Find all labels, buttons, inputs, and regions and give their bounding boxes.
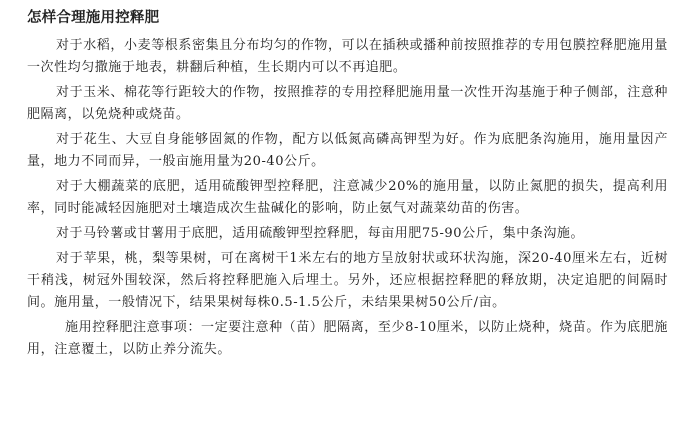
paragraph-fruit-trees: 对于苹果，桃，梨等果树，可在离树干1米左右的地方呈放射状或环状沟施，深20-40厘米左右，近树干稍浅，树冠外围较深，然后将控释肥施入后埋土。另外，还应根据控释肥的释放期，决定追肥的间隔时间。施用量，一般情况下，结果果树每株0.5-1.5公斤，未结果果树50公斤/亩。: [27, 251, 668, 310]
article-title: 怎样合理施用控释肥: [27, 10, 160, 26]
paragraph-rice-wheat: 对于水稻，小麦等根系密集且分布均匀的作物，可以在插秧或播种前按照推荐的专用包膜控释肥施用量一次性均匀撒施于地表，耕翻后种植，生长期内可以不再追肥。: [27, 38, 668, 75]
paragraph-greenhouse-vegetables: 对于大棚蔬菜的底肥，适用硫酸钾型控释肥，注意减少20%的施用量，以防止氮肥的损失，提高利用率，同时能减轻因施肥对土壤造成次生盐碱化的影响，防止氨气对蔬菜幼苗的伤害。: [27, 179, 668, 216]
paragraph-peanut-soybean: 对于花生、大豆自身能够固氮的作物，配方以低氮高磷高钾型为好。作为底肥条沟施用，施用量因产量，地力不同而异，一般亩施用量为20-40公斤。: [27, 132, 668, 169]
paragraph-corn-cotton: 对于玉米、棉花等行距较大的作物，按照推荐的专用控释肥施用量一次性开沟基施于种子侧部，注意种肥隔离，以免烧种或烧苗。: [27, 85, 668, 122]
paragraph-potato-sweet-potato: 对于马铃薯或甘薯用于底肥，适用硫酸钾型控释肥，每亩用肥75-90公斤，集中条沟施。: [56, 226, 585, 241]
paragraph-precautions: 施用控释肥注意事项：一定要注意种（苗）肥隔离，至少8-10厘米，以防止烧种，烧苗。作为底肥施用，注意覆土，以防止养分流失。: [27, 320, 668, 357]
